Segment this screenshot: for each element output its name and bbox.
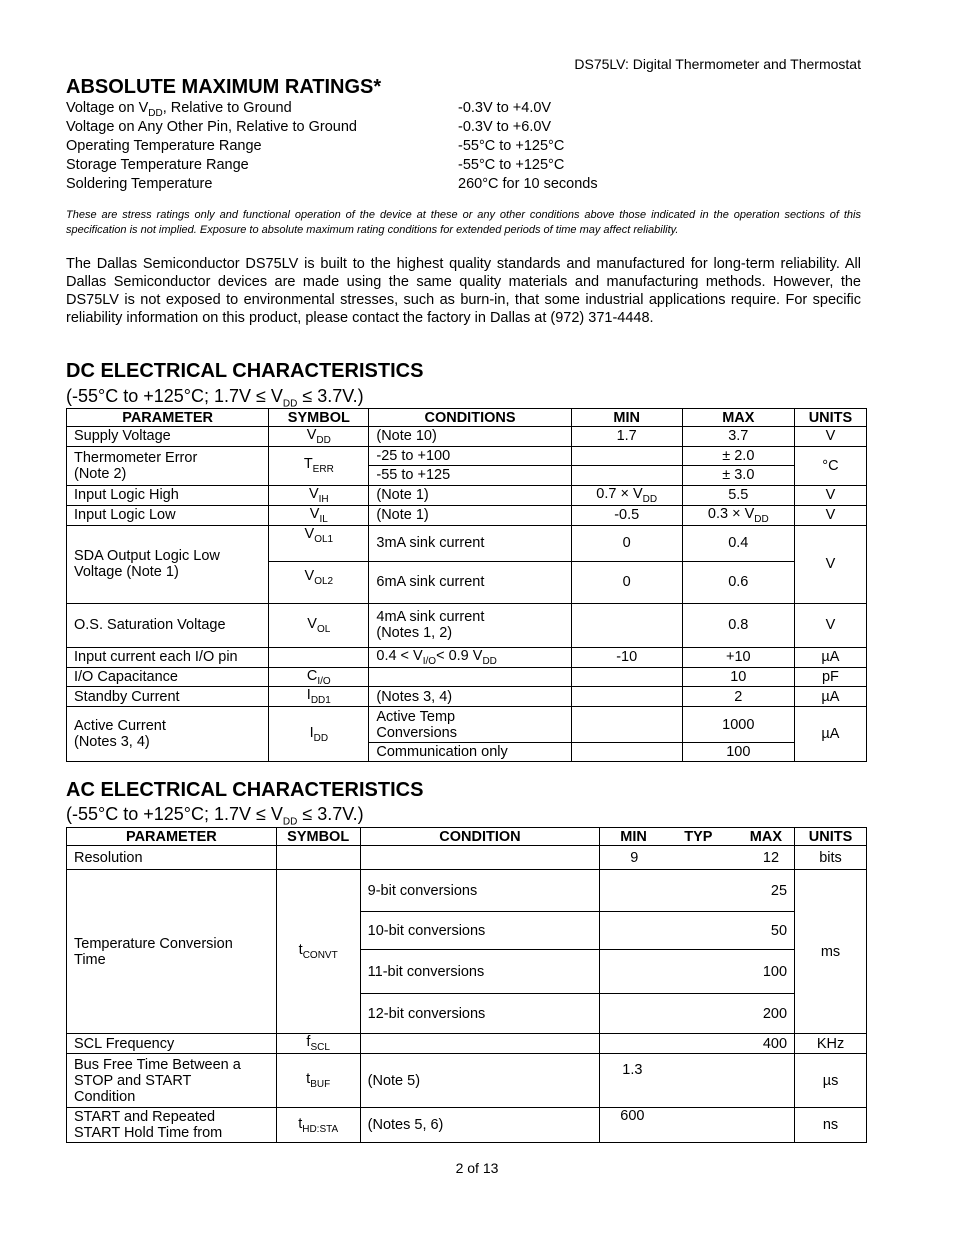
min-cell [571, 687, 682, 707]
min-cell: -10 [571, 647, 682, 667]
table-row [67, 667, 867, 687]
param-cell: Temperature Conversion Time [67, 870, 277, 1034]
symbol-cell: $t_{BUF}$ [276, 1054, 360, 1108]
units-cell: °C [794, 446, 866, 485]
min-cell: 0 [571, 561, 682, 603]
abs-max-list [66, 100, 866, 195]
rating-name: Voltage on Any Other Pin, Relative to Ground [66, 119, 357, 135]
table-header-row [67, 409, 867, 427]
col-header: PARAMETER [67, 409, 269, 427]
rating-row [66, 157, 866, 176]
symbol-cell: $V_{OL1}$ [269, 525, 369, 561]
symbol-cell: $V_{IL}$ [269, 505, 369, 525]
min-cell [571, 707, 682, 743]
col-header: CONDITIONS [369, 409, 571, 427]
rating-row [66, 119, 866, 138]
param-cell: Input current each I/O pin [67, 647, 269, 667]
col-header: MIN [571, 409, 682, 427]
rating-name: Storage Temperature Range [66, 157, 249, 173]
document-title: DS75LV: Digital Thermometer and Thermostat [574, 56, 861, 72]
max-cell: 10 [682, 667, 794, 687]
table-row [67, 446, 867, 465]
table-row [67, 687, 867, 707]
col-header-min-typ-max: MIN TYP MAX [600, 828, 795, 846]
symbol-cell [269, 647, 369, 667]
max-cell: 100 [600, 950, 795, 994]
min-cell [571, 743, 682, 762]
param-cell: START and Repeated START Hold Time from [67, 1108, 277, 1143]
rating-value: -0.3V to +4.0V [458, 100, 552, 116]
table-row [67, 647, 867, 667]
max-cell: ± 2.0 [682, 446, 794, 465]
max-cell: 100 [682, 743, 794, 762]
col-header: SYMBOL [269, 409, 369, 427]
min-cell: 1.3 [600, 1054, 795, 1108]
symbol-cell: $T_{ERR}$ [269, 446, 369, 485]
param-cell: SDA Output Logic Low Voltage (Note 1) [67, 525, 269, 603]
symbol-cell: $f_{SCL}$ [276, 1034, 360, 1054]
condition-cell: Active Temp Conversions [369, 707, 571, 743]
param-cell: Standby Current [67, 687, 269, 707]
condition-cell: 10-bit conversions [360, 912, 600, 950]
units-cell: V [794, 485, 866, 505]
condition-cell: 11-bit conversions [360, 950, 600, 994]
symbol-cell: $I_{DD}$ [269, 707, 369, 762]
units-cell: pF [794, 667, 866, 687]
condition-cell: 9-bit conversions [360, 870, 600, 912]
condition-cell: -55 to +125 [369, 465, 571, 485]
param-cell: SCL Frequency [67, 1034, 277, 1054]
condition-cell: -25 to +100 [369, 446, 571, 465]
table-row [67, 846, 867, 870]
values-cell: 9 12 [600, 846, 795, 870]
symbol-cell: $t_{CONVT}$ [276, 870, 360, 1034]
param-cell: Bus Free Time Between a STOP and START Condition [67, 1054, 277, 1108]
stress-note: These are stress ratings only and functional operation of the device at these or any other conditions above those indicated in the operation sections of this specification is not implied. Exposure to absolute maximum rating conditions for extended periods of time may affect reliability. [66, 209, 861, 236]
dc-heading: DC ELECTRICAL CHARACTERISTICS [66, 360, 424, 382]
param-cell: Active Current (Notes 3, 4) [67, 707, 269, 762]
units-cell: µs [795, 1054, 867, 1108]
condition-cell: (Note 10) [369, 427, 571, 447]
max-cell: +10 [682, 647, 794, 667]
condition-cell [369, 667, 571, 687]
max-cell: 0.4 [682, 525, 794, 561]
param-cell: Resolution [67, 846, 277, 870]
table-row [67, 1034, 867, 1054]
min-cell: -0.5 [571, 505, 682, 525]
col-header: UNITS [794, 409, 866, 427]
table-row [67, 505, 867, 525]
rating-row [66, 138, 866, 157]
units-cell: µA [794, 707, 866, 762]
dc-table [66, 408, 867, 762]
condition-cell: 12-bit conversions [360, 994, 600, 1034]
max-cell: 25 [600, 870, 795, 912]
max-cell: $0.3 \times V_{DD}$ [682, 505, 794, 525]
max-cell: 5.5 [682, 485, 794, 505]
max-cell: 3.7 [682, 427, 794, 447]
condition-cell: (Note 5) [360, 1054, 600, 1108]
max-cell: 200 [600, 994, 795, 1034]
table-header-row [67, 828, 867, 846]
condition-cell: 4mA sink current (Notes 1, 2) [369, 603, 571, 647]
max-cell: ± 3.0 [682, 465, 794, 485]
condition-cell: Communication only [369, 743, 571, 762]
col-header: PARAMETER [67, 828, 277, 846]
rating-name: Soldering Temperature [66, 176, 213, 192]
rating-name: Voltage on $V_{DD}$, Relative to Ground [66, 100, 292, 119]
min-cell: 1.7 [571, 427, 682, 447]
units-cell: µA [794, 647, 866, 667]
units-cell: ns [795, 1108, 867, 1143]
units-cell: µA [794, 687, 866, 707]
table-row [67, 1108, 867, 1143]
dc-conditions: (-55°C to +125°C; $1.7V \le V_{DD} \le 3.7V$.) [66, 386, 364, 410]
symbol-cell [276, 846, 360, 870]
abs-max-heading: ABSOLUTE MAXIMUM RATINGS* [66, 76, 382, 98]
condition-cell: 6mA sink current [369, 561, 571, 603]
min-cell [571, 446, 682, 465]
symbol-cell: $t_{HD:STA}$ [276, 1108, 360, 1143]
units-cell: KHz [795, 1034, 867, 1054]
symbol-cell: $I_{DD1}$ [269, 687, 369, 707]
units-cell: V [794, 525, 866, 603]
param-cell: Supply Voltage [67, 427, 269, 447]
symbol-cell: $V_{DD}$ [269, 427, 369, 447]
min-cell: $0.7 \times V_{DD}$ [571, 485, 682, 505]
condition-cell: 3mA sink current [369, 525, 571, 561]
table-row [67, 525, 867, 561]
rating-value: -55°C to +125°C [458, 138, 565, 154]
rating-value: -0.3V to +6.0V [458, 119, 552, 135]
condition-cell: (Note 1) [369, 485, 571, 505]
ac-table [66, 827, 867, 1143]
symbol-cell: $C_{I/O}$ [269, 667, 369, 687]
rating-value: -55°C to +125°C [458, 157, 565, 173]
param-cell: O.S. Saturation Voltage [67, 603, 269, 647]
max-cell: 2 [682, 687, 794, 707]
param-cell: Input Logic High [67, 485, 269, 505]
max-cell: 0.6 [682, 561, 794, 603]
table-row [67, 870, 867, 912]
units-cell: ms [795, 870, 867, 1034]
max-cell: 50 [600, 912, 795, 950]
table-row [67, 485, 867, 505]
min-cell [571, 465, 682, 485]
units-cell: V [794, 427, 866, 447]
table-row [67, 707, 867, 743]
rating-row [66, 100, 866, 119]
col-header: CONDITION [360, 828, 600, 846]
param-cell: Input Logic Low [67, 505, 269, 525]
max-cell: 400 [600, 1034, 795, 1054]
col-header: SYMBOL [276, 828, 360, 846]
min-cell [571, 603, 682, 647]
table-row [67, 1054, 867, 1108]
condition-cell: (Notes 5, 6) [360, 1108, 600, 1143]
symbol-cell: $V_{OL}$ [269, 603, 369, 647]
col-header: UNITS [795, 828, 867, 846]
reliability-paragraph: The Dallas Semiconductor DS75LV is built to the highest quality standards and manufactured for long-term reliability. All Dallas Semiconductor devices are made using the same quality materials and manufacturing methods. However, the DS75LV is not exposed to environmental stresses, such as burn-in, that some industrial applications require. For specific reliability information on this product, please contact the factory in Dallas at (972) 371-4448. [66, 256, 861, 326]
ac-conditions: (-55°C to +125°C; $1.7V \le V_{DD} \le 3.7V$.) [66, 804, 364, 828]
page-number: 2 of 13 [455, 1160, 499, 1176]
units-cell: V [794, 505, 866, 525]
param-cell: I/O Capacitance [67, 667, 269, 687]
condition-cell: $0.4 < V_{I/O}< 0.9$ $V_{DD}$ [369, 647, 571, 667]
max-cell: 0.8 [682, 603, 794, 647]
condition-cell: (Notes 3, 4) [369, 687, 571, 707]
units-cell: bits [795, 846, 867, 870]
min-cell: 600 [600, 1108, 795, 1143]
ac-heading: AC ELECTRICAL CHARACTERISTICS [66, 779, 424, 801]
param-cell: Thermometer Error (Note 2) [67, 446, 269, 485]
condition-cell [360, 846, 600, 870]
rating-value: 260°C for 10 seconds [458, 176, 598, 192]
col-header: MAX [682, 409, 794, 427]
units-cell: V [794, 603, 866, 647]
rating-row [66, 176, 866, 195]
condition-cell [360, 1034, 600, 1054]
rating-name: Operating Temperature Range [66, 138, 262, 154]
min-cell: 0 [571, 525, 682, 561]
min-cell [571, 667, 682, 687]
table-row [67, 427, 867, 447]
symbol-cell: $V_{IH}$ [269, 485, 369, 505]
condition-cell: (Note 1) [369, 505, 571, 525]
max-cell: 1000 [682, 707, 794, 743]
table-row [67, 603, 867, 647]
symbol-cell: $V_{OL2}$ [269, 561, 369, 603]
